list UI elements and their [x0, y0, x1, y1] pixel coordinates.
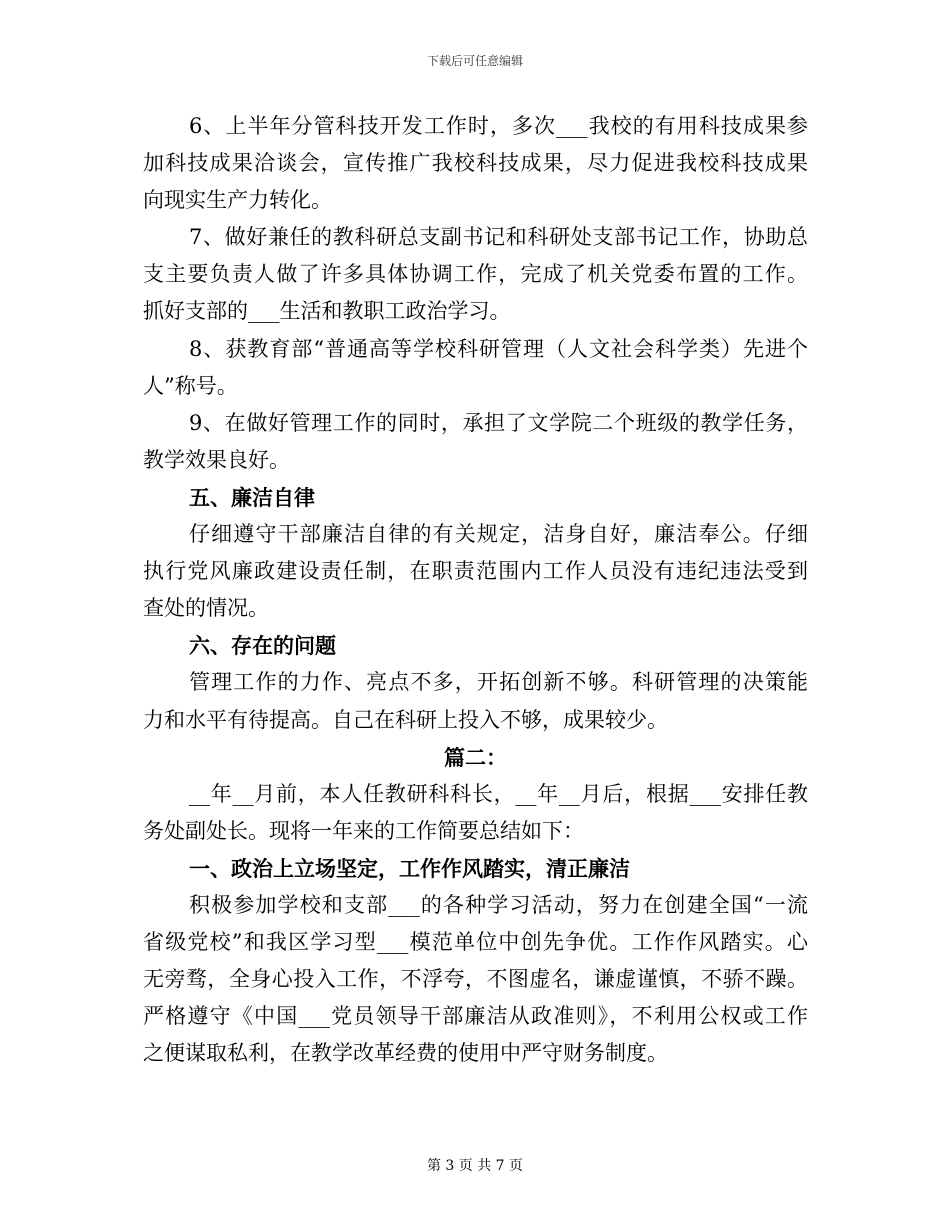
- text-line: 管理工作的力作、亮点不多，开拓创新不够。科研管理的决策能: [189, 670, 808, 695]
- part-title: 篇二：: [444, 744, 507, 770]
- text-line: 严格遵守《中国___党员领导干部廉洁从政准则》，不利用公权或工作: [143, 1004, 808, 1029]
- page-header: 下载后可任意编辑: [426, 54, 523, 68]
- text-line: 执行党风廉政建设责任制，在职责范围内工作人员没有违纪违法受到: [143, 559, 808, 584]
- page-footer: 第 3 页 共 7 页: [426, 1158, 524, 1174]
- text-line: 积极参加学校和支部___的各种学习活动，努力在创建全国“一流: [189, 892, 808, 917]
- text-line: 7、做好兼任的教科研总支副书记和科研处支部书记工作，协助总: [189, 225, 808, 250]
- section-heading: 五、廉洁自律: [189, 484, 315, 510]
- section-heading: 一、政治上立场坚定，工作作风踏实，清正廉洁: [189, 855, 630, 881]
- text-line: 加科技成果洽谈会，宣传推广我校科技成果，尽力促进我校科技成果: [143, 151, 808, 176]
- text-line: 无旁骛，全身心投入工作，不浮夸，不图虚名，谦虚谨慎，不骄不躁。: [143, 967, 808, 992]
- text-line: 之便谋取私利，在教学改革经费的使用中严守财务制度。: [143, 1041, 668, 1066]
- text-line: 力和水平有待提高。自己在科研上投入不够，成果较少。: [143, 707, 668, 732]
- text-line: 查处的情况。: [143, 596, 269, 621]
- text-line: 向现实生产力转化。: [143, 188, 332, 213]
- section-heading: 六、存在的问题: [189, 633, 336, 659]
- text-line: 抓好支部的___生活和教职工政治学习。: [143, 299, 511, 324]
- text-line: 仔细遵守干部廉洁自律的有关规定，洁身自好，廉洁奉公。仔细: [189, 522, 808, 547]
- document-body: [143, 108, 808, 1072]
- text-line: 务处副处长。现将一年来的工作简要总结如下：: [143, 818, 584, 843]
- text-line: 9、在做好管理工作的同时，承担了文学院二个班级的教学任务，: [189, 410, 808, 435]
- text-line: 6、上半年分管科技开发工作时，多次___我校的有用科技成果参: [189, 114, 808, 138]
- text-line: 支主要负责人做了许多具体协调工作，完成了机关党委布置的工作。: [143, 262, 808, 287]
- text-line: 省级党校”和我区学习型___模范单位中创先争优。工作作风踏实。心: [143, 930, 808, 955]
- text-line: 人”称号。: [143, 373, 238, 398]
- text-line: 8、获教育部“普通高等学校科研管理（人文社会科学类）先进个: [189, 336, 808, 361]
- text-line: 教学效果良好。: [143, 447, 290, 472]
- text-line: __年__月前，本人任教研科科长，__年__月后，根据___安排任教: [189, 781, 808, 806]
